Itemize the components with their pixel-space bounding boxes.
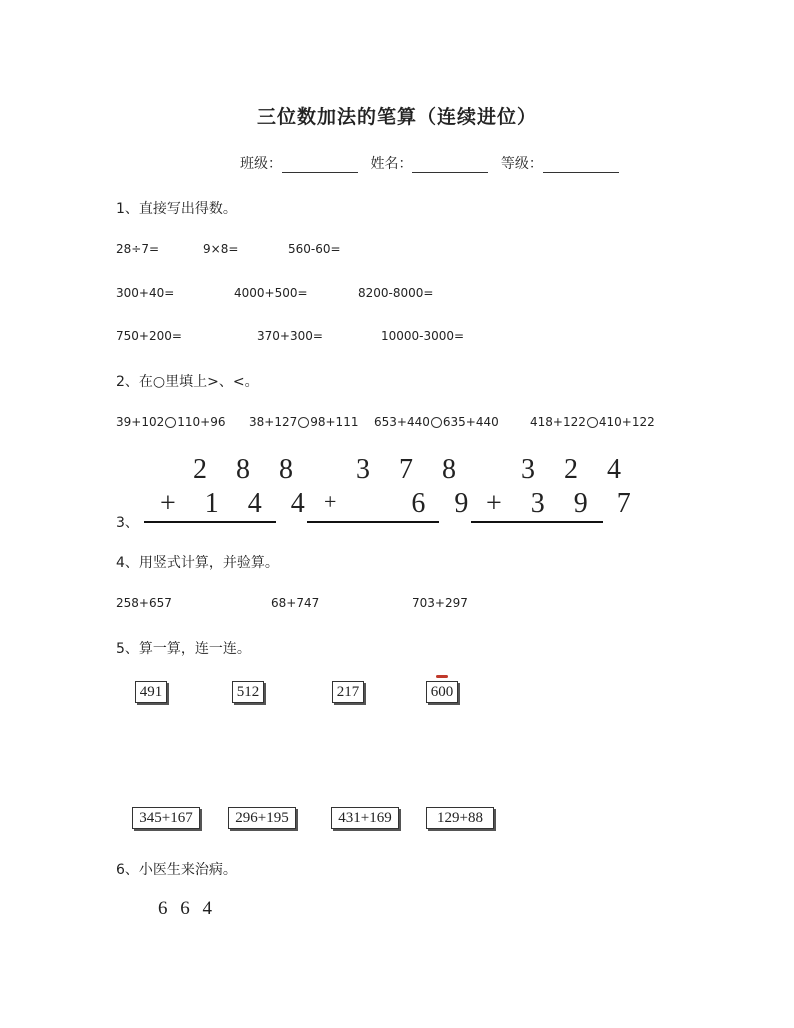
q3-label: 3、 bbox=[116, 515, 139, 531]
expression-box[interactable]: 431+169 bbox=[331, 807, 399, 829]
vertical-top-number: 3 2 4 bbox=[521, 454, 632, 485]
vertical-sum-line bbox=[307, 521, 439, 523]
q1-expr: 4000+500= bbox=[234, 286, 308, 300]
vertical-sum-line bbox=[144, 521, 276, 523]
answer-box[interactable]: 217 bbox=[332, 681, 364, 703]
q4-item: 68+747 bbox=[271, 596, 320, 610]
q1-expr: 9×8= bbox=[203, 242, 239, 256]
compare-circle[interactable] bbox=[431, 417, 442, 428]
q2-item: 418+122 410+122 bbox=[530, 415, 655, 429]
q2-item: 39+102 110+96 bbox=[116, 415, 226, 429]
expression-box[interactable]: 129+88 bbox=[426, 807, 494, 829]
expression-box[interactable]: 345+167 bbox=[132, 807, 200, 829]
q1-expr: 370+300= bbox=[257, 329, 323, 343]
vertical-top-number: 3 7 8 bbox=[356, 454, 467, 485]
vertical-top-number: 2 8 8 bbox=[193, 454, 304, 485]
q1-expr: 750+200= bbox=[116, 329, 182, 343]
q1-expr: 300+40= bbox=[116, 286, 175, 300]
class-blank[interactable] bbox=[282, 158, 358, 173]
vertical-bottom-number: + 1 4 4 bbox=[160, 488, 316, 519]
q5-heading: 5、算一算，连一连。 bbox=[116, 641, 251, 657]
grade-label: 等级： bbox=[500, 156, 543, 172]
answer-box[interactable]: 512 bbox=[232, 681, 264, 703]
q1-expr: 560-60= bbox=[288, 242, 341, 256]
q1-expr: 28÷7= bbox=[116, 242, 160, 256]
vertical-bottom-number: + 3 9 7 bbox=[486, 488, 642, 519]
q2-item: 653+440 635+440 bbox=[374, 415, 499, 429]
compare-circle[interactable] bbox=[298, 417, 309, 428]
q4-item: 703+297 bbox=[412, 596, 468, 610]
q6-heading: 6、小医生来治病。 bbox=[116, 862, 237, 878]
vertical-sum-line bbox=[471, 521, 603, 523]
compare-circle[interactable] bbox=[587, 417, 598, 428]
q1-expr: 10000-3000= bbox=[381, 329, 465, 343]
vertical-bottom-number: + 6 9 bbox=[324, 488, 480, 519]
q4-item: 258+657 bbox=[116, 596, 172, 610]
red-mark bbox=[436, 675, 448, 678]
answer-box[interactable]: 600 bbox=[426, 681, 458, 703]
student-info-line bbox=[240, 153, 627, 173]
expression-box[interactable]: 296+195 bbox=[228, 807, 296, 829]
q4-heading: 4、用竖式计算，并验算。 bbox=[116, 555, 279, 571]
q6-number: 6 6 4 bbox=[158, 898, 216, 919]
name-label: 姓名： bbox=[370, 156, 413, 172]
grade-blank[interactable] bbox=[543, 158, 619, 173]
answer-box[interactable]: 491 bbox=[135, 681, 167, 703]
page-title: 三位数加法的笔算（连续进位） bbox=[256, 106, 537, 128]
q2-item: 38+127 98+111 bbox=[249, 415, 359, 429]
class-label: 班级： bbox=[240, 156, 282, 172]
q1-expr: 8200-8000= bbox=[358, 286, 434, 300]
q2-heading: 2、在○里填上>、<。 bbox=[116, 374, 259, 390]
q1-heading: 1、直接写出得数。 bbox=[116, 201, 237, 217]
compare-circle[interactable] bbox=[165, 417, 176, 428]
name-blank[interactable] bbox=[412, 158, 488, 173]
